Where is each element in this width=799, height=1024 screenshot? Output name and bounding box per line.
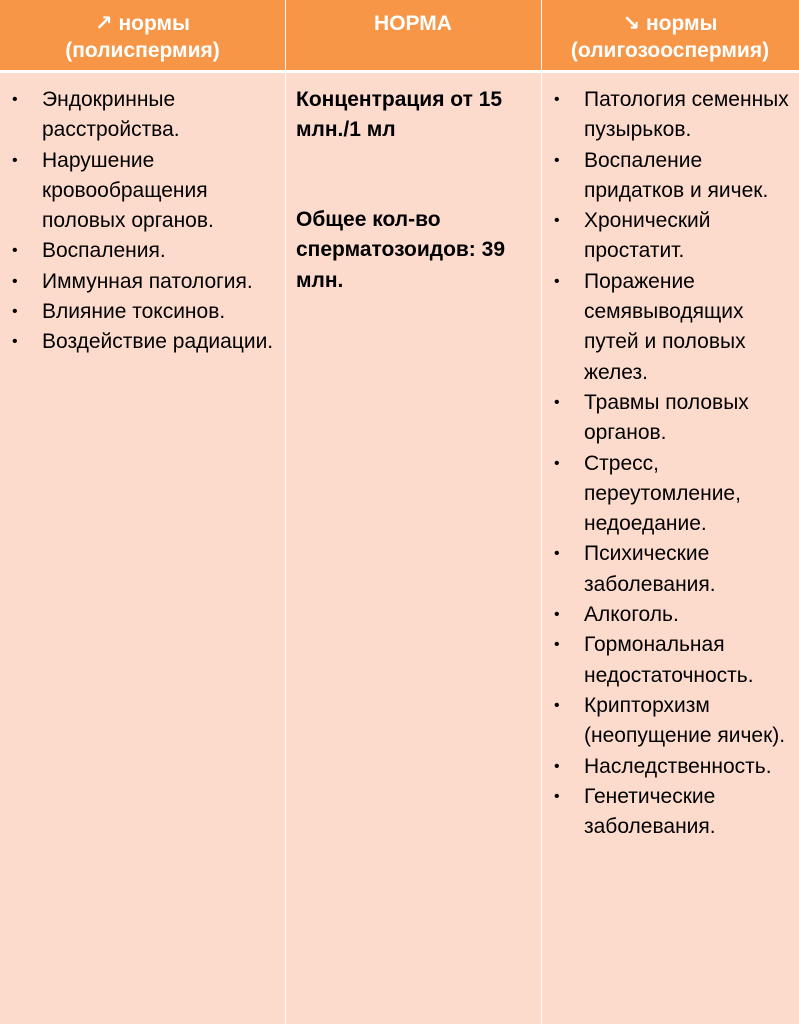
below-norm-causes-list xyxy=(552,85,797,842)
list-item: • Влияние токсинов. xyxy=(10,297,280,327)
bullet-icon: • xyxy=(12,272,18,290)
column-divider xyxy=(541,0,542,1024)
bullet-icon: • xyxy=(554,696,560,714)
list-item: • Нарушение кровообращения половых органов. xyxy=(10,146,280,237)
bullet-icon: • xyxy=(554,151,560,169)
bullet-icon: • xyxy=(554,393,560,411)
header-above-norm-title: ↗ нормы xyxy=(95,12,190,35)
list-item: • Воспаления. xyxy=(10,236,280,266)
list-item: • Воспаление придатков и яичек. xyxy=(552,146,797,207)
bullet-icon: • xyxy=(554,757,560,775)
norm-total-count: Общее кол-во сперматозоидов: 39 млн. xyxy=(296,208,505,292)
norm-concentration: Концентрация от 15 млн./1 мл xyxy=(296,88,503,142)
list-item: • Наследственность. xyxy=(552,752,797,782)
list-item: • Крипторхизм (неопущение яичек). xyxy=(552,691,797,752)
bullet-icon: • xyxy=(12,242,18,260)
bullet-icon: • xyxy=(12,303,18,321)
bullet-icon: • xyxy=(554,272,560,290)
header-norm-title: НОРМА xyxy=(374,12,452,35)
list-item: • Алкоголь. xyxy=(552,600,797,630)
list-item: • Эндокринные расстройства. xyxy=(10,85,280,146)
below-norm-cell xyxy=(542,73,799,1024)
above-norm-cell xyxy=(0,73,285,1024)
norm-cell xyxy=(286,73,541,1024)
header-norm xyxy=(285,0,541,70)
list-item: • Гормональная недостаточность. xyxy=(552,630,797,691)
bullet-icon: • xyxy=(554,212,560,230)
header-below-norm-title: ↘ нормы xyxy=(622,12,718,35)
header-below-norm xyxy=(541,0,799,70)
bullet-icon: • xyxy=(554,636,560,654)
list-item: • Психические заболевания. xyxy=(552,539,797,600)
list-item: • Воздействие радиации. xyxy=(10,327,280,357)
list-item: • Генетические заболевания. xyxy=(552,782,797,843)
header-above-norm-subtitle: (полиспермия) xyxy=(65,39,220,62)
bullet-icon: • xyxy=(554,606,560,624)
list-item: • Иммунная патология. xyxy=(10,267,280,297)
header-below-norm-subtitle: (олигозооспермия) xyxy=(570,39,770,62)
bullet-icon: • xyxy=(12,91,18,108)
list-item: • Хронический простатит. xyxy=(552,206,797,267)
table-header xyxy=(0,0,799,73)
bullet-icon: • xyxy=(554,545,560,563)
bullet-icon: • xyxy=(12,151,18,169)
bullet-icon: • xyxy=(554,787,560,805)
bullet-icon: • xyxy=(554,91,560,108)
bullet-icon: • xyxy=(12,333,18,351)
list-item: • Поражение семявыводящих путей и половых желез. xyxy=(552,267,797,388)
above-norm-causes-list xyxy=(10,85,280,358)
column-divider xyxy=(285,0,286,1024)
list-item: • Стресс, переутомление, недоедание. xyxy=(552,449,797,540)
bullet-icon: • xyxy=(554,454,560,472)
list-item: • Травмы половых органов. xyxy=(552,388,797,449)
header-above-norm xyxy=(0,0,285,70)
list-item: • Патология семенных пузырьков. xyxy=(552,85,797,146)
